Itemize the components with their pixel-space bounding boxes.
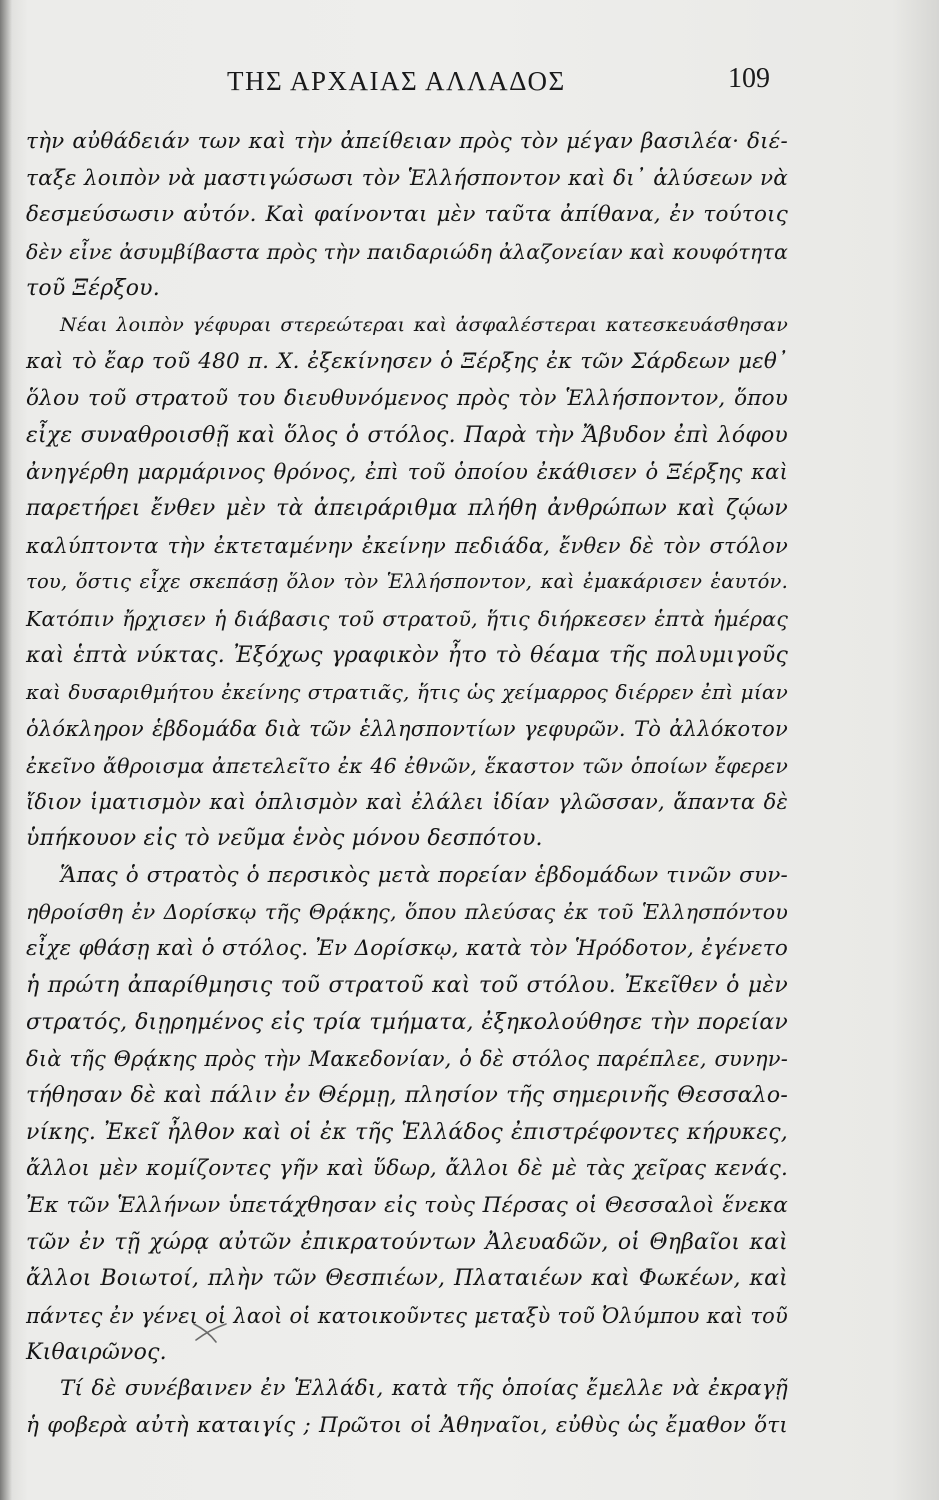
text-line: τοῦ Ξέρξου. [26,275,160,301]
body-text [26,124,788,1445]
text-line: ἀνηγέρθη μαρμάρινος θρόνος, ἐπὶ τοῦ ὁποίου ἐκάθισεν ὁ Ξέρξης καὶ [26,460,788,485]
page-gutter-shadow [0,0,12,1500]
text-line: ἄλλοι Βοιωτοί, πλὴν τῶν Θεσπιέων, Πλαταιέων καὶ Φωκέων, καὶ [26,1266,788,1292]
text-line: παρετήρει ἔνθεν μὲν τὰ ἀπειράριθμα πλήθη ἀνθρώπων καὶ ζῴων [26,495,788,521]
text-line: καὶ τὸ ἔαρ τοῦ 480 π. Χ. ἐξεκίνησεν ὁ Ξέρξης ἐκ τῶν Σάρδεων μεθ᾽ [26,349,788,375]
text-line: νίκης. Ἐκεῖ ἦλθον καὶ οἱ ἐκ τῆς Ἑλλάδος ἐπιστρέφοντες κήρυκες, [26,1119,788,1145]
text-line: διὰ τῆς Θρᾴκης πρὸς τὴν Μακεδονίαν, ὁ δὲ στόλος παρέπλεε, συνην- [26,1047,788,1072]
text-line: Ἐκ τῶν Ἑλλήνων ὑπετάχθησαν εἰς τοὺς Πέρσας οἱ Θεσσαλοὶ ἕνεκα [26,1192,788,1218]
text-line: ἡ φοβερὰ αὐτὴ καταιγίς ; Πρῶτοι οἱ Ἀθηναῖοι, εὐθὺς ὡς ἔμαθον ὅτι [26,1413,788,1439]
text-line: δὲν εἶνε ἀσυμβίβαστα πρὸς τὴν παιδαριώδη ἀλαζονείαν καὶ κουφότητα [26,240,788,265]
text-line: ταξε λοιπὸν νὰ μαστιγώσωσι τὸν Ἑλλήσποντον καὶ δι᾽ ἁλύσεων νὰ [26,165,788,191]
text-line: ἐκεῖνο ἄθροισμα ἀπετελεῖτο ἐκ 46 ἐθνῶν, ἕκαστον τῶν ὁποίων ἔφερεν [26,753,788,778]
text-line: ἄλλοι μὲν κομίζοντες γῆν καὶ ὕδωρ, ἄλλοι δὲ μὲ τὰς χεῖρας κενάς. [26,1156,788,1182]
text-line: Κατόπιν ἤρχισεν ἡ διάβασις τοῦ στρατοῦ, ἥτις διήρκεσεν ἑπτὰ ἡμέρας [26,606,788,631]
text-line: ἴδιον ἱματισμὸν καὶ ὁπλισμὸν καὶ ἐλάλει ἰδίαν γλῶσσαν, ἅπαντα δὲ [26,790,788,815]
text-line: ἡ πρώτη ἀπαρίθμησις τοῦ στρατοῦ καὶ τοῦ στόλου. Ἐκεῖθεν ὁ μὲν [26,972,788,998]
paragraph-start-line: Ἅπας ὁ στρατὸς ὁ περσικὸς μετὰ πορείαν ἑβδομάδων τινῶν συν- [60,862,788,888]
text-line: ὅλου τοῦ στρατοῦ του διευθυνόμενος πρὸς τὸν Ἑλλήσποντον, ὅπου [26,385,788,411]
text-line: ὑπήκουον εἰς τὸ νεῦμα ἑνὸς μόνου δεσπότου. [26,826,543,852]
text-line: εἶχε συναθροισθῇ καὶ ὅλος ὁ στόλος. Παρὰ τὴν Ἄβυδον ἐπὶ λόφου [26,422,788,448]
text-line: ηθροίσθη ἐν Δορίσκῳ τῆς Θρᾴκης, ὅπου πλεύσας ἐκ τοῦ Ἑλλησπόντου [26,900,788,925]
text-line: εἶχε φθάσῃ καὶ ὁ στόλος. Ἐν Δορίσκῳ, κατὰ τὸν Ἡρόδοτον, ἐγένετο [26,936,788,962]
running-title: ΤΗΣ ΑΡΧΑΙΑΣ ΑΛΛΑΔΟΣ [227,66,566,96]
paragraph-start-line: Τί δὲ συνέβαινεν ἐν Ἑλλάδι, κατὰ τῆς ὁποίας ἔμελλε νὰ ἐκραγῇ [60,1376,788,1402]
text-line: καλύπτοντα τὴν ἐκτεταμένην ἐκείνην πεδιάδα, ἔνθεν δὲ τὸν στόλον [26,533,788,558]
page-number: 109 [728,63,770,94]
text-line: δεσμεύσωσιν αὐτόν. Καὶ φαίνονται μὲν ταῦτα ἀπίθανα, ἐν τούτοις [26,202,788,228]
text-line: πάντες ἐν γένει οἱ λαοὶ οἱ κατοικοῦντες μεταξὺ τοῦ Ὀλύμπου καὶ τοῦ [26,1304,788,1328]
text-line: τῶν ἐν τῇ χώρᾳ αὐτῶν ἐπικρατούντων Ἀλευαδῶν, οἱ Θηβαῖοι καὶ [26,1229,788,1255]
paragraph-start-line: Νέαι λοιπὸν γέφυραι στερεώτεραι καὶ ἀσφαλέστεραι κατεσκευάσθησαν [60,314,788,337]
text-line: ὁλόκληρον ἑβδομάδα διὰ τῶν ἑλλησποντίων γεφυρῶν. Τὸ ἀλλόκοτον [26,717,788,741]
text-line: καὶ ἑπτὰ νύκτας. Ἐξόχως γραφικὸν ἦτο τὸ θέαμα τῆς πολυμιγοῦς [26,642,788,668]
text-line: στρατός, διῃρημένος εἰς τρία τμήματα, ἐξηκολούθησε τὴν πορείαν [26,1009,788,1035]
text-line: του, ὅστις εἶχε σκεπάσῃ ὅλον τὸν Ἑλλήσποντον, καὶ ἐμακάρισεν ἑαυτόν. [26,570,788,594]
text-line: τήθησαν δὲ καὶ πάλιν ἐν Θέρμῃ, πλησίον τῆς σημερινῆς Θεσσαλο- [26,1082,788,1108]
pencil-mark-icon [190,1318,230,1348]
text-line: καὶ δυσαριθμήτου ἐκείνης στρατιᾶς, ἥτις ὡς χείμαρρος διέρρεν ἐπὶ μίαν [26,680,788,705]
text-line: Κιθαιρῶνος. [26,1339,167,1365]
text-line: τὴν αὐθάδειάν των καὶ τὴν ἀπείθειαν πρὸς τὸν μέγαν βασιλέα· διέ- [26,129,788,154]
